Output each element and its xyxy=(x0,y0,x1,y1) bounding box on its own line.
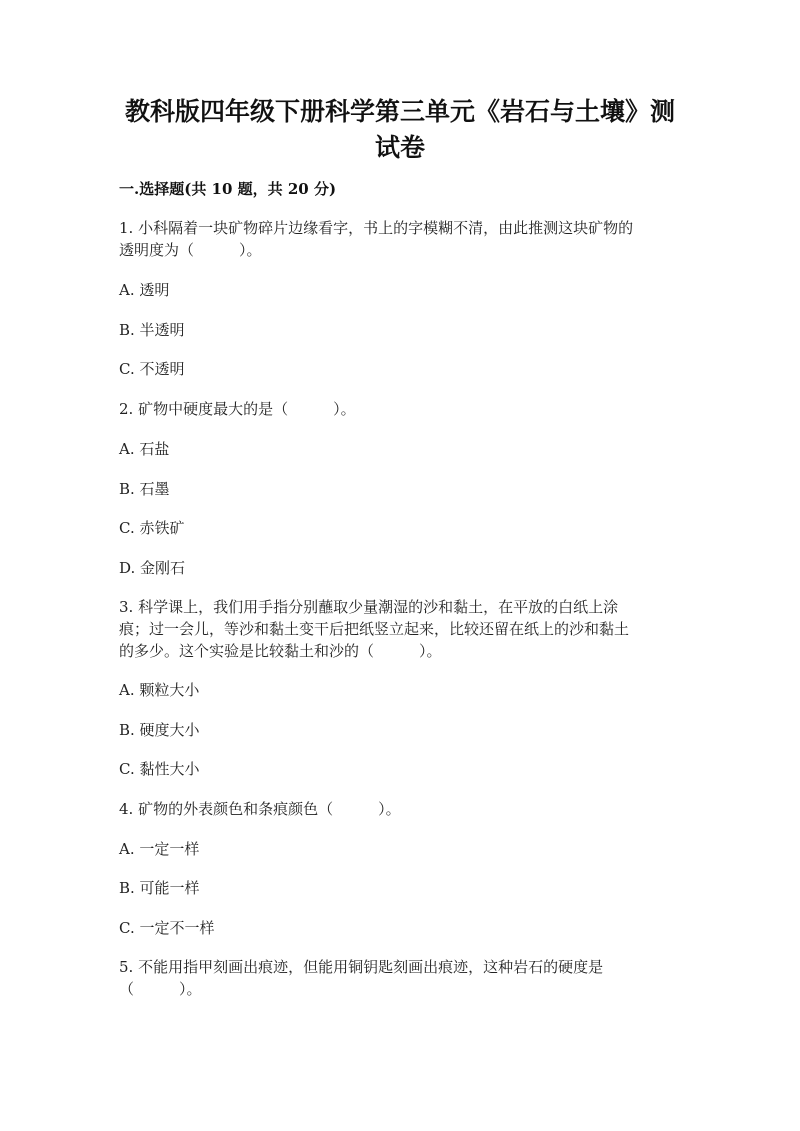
question-3-stem-line-1: 3. 科学课上，我们用手指分别蘸取少量潮湿的沙和黏土，在平放的白纸上涂 xyxy=(119,598,619,616)
question-2-stem-line-1: 2. 矿物中硬度最大的是（ ）。 xyxy=(119,400,356,418)
question-1-stem-line-1: 1. 小科隔着一块矿物碎片边缘看字，书上的字模糊不清，由此推测这块矿物的 xyxy=(119,219,634,237)
question-4-stem-line-1: 4. 矿物的外表颜色和条痕颜色（ ）。 xyxy=(119,800,401,818)
question-5-stem-line-1: 5. 不能用指甲刻画出痕迹，但能用铜钥匙刻画出痕迹，这种岩石的硬度是 xyxy=(119,958,604,976)
document-title xyxy=(120,94,680,166)
question-1-option-a[interactable]: A. 透明 xyxy=(119,281,170,299)
question-1-option-c[interactable]: C. 不透明 xyxy=(119,360,185,378)
question-2-option-c[interactable]: C. 赤铁矿 xyxy=(119,519,185,537)
question-1-option-b[interactable]: B. 半透明 xyxy=(119,321,185,339)
question-4-option-c[interactable]: C. 一定不一样 xyxy=(119,919,215,937)
question-3-option-b[interactable]: B. 硬度大小 xyxy=(119,721,200,739)
question-5-stem-line-2: （ ）。 xyxy=(119,980,202,998)
question-3-option-a[interactable]: A. 颗粒大小 xyxy=(119,681,200,699)
question-3-stem-line-2: 痕；过一会儿，等沙和黏土变干后把纸竖立起来，比较还留在纸上的沙和黏土 xyxy=(119,620,630,638)
question-2-option-d[interactable]: D. 金刚石 xyxy=(119,559,186,577)
question-4-option-a[interactable]: A. 一定一样 xyxy=(119,840,200,858)
question-2-option-a[interactable]: A. 石盐 xyxy=(119,440,170,458)
question-4-option-b[interactable]: B. 可能一样 xyxy=(119,879,200,897)
title-line-2: 试卷 xyxy=(374,133,425,162)
question-3-stem-line-3: 的多少。这个实验是比较黏土和沙的（ ）。 xyxy=(119,642,442,660)
question-3-option-c[interactable]: C. 黏性大小 xyxy=(119,760,200,778)
question-1-stem-line-2: 透明度为（ ）。 xyxy=(119,241,262,259)
title-line-1: 教科版四年级下册科学第三单元《岩石与土壤》测 xyxy=(124,97,675,126)
section-heading: 一.选择题(共 10 题，共 20 分) xyxy=(119,180,337,198)
question-2-option-b[interactable]: B. 石墨 xyxy=(119,480,170,498)
